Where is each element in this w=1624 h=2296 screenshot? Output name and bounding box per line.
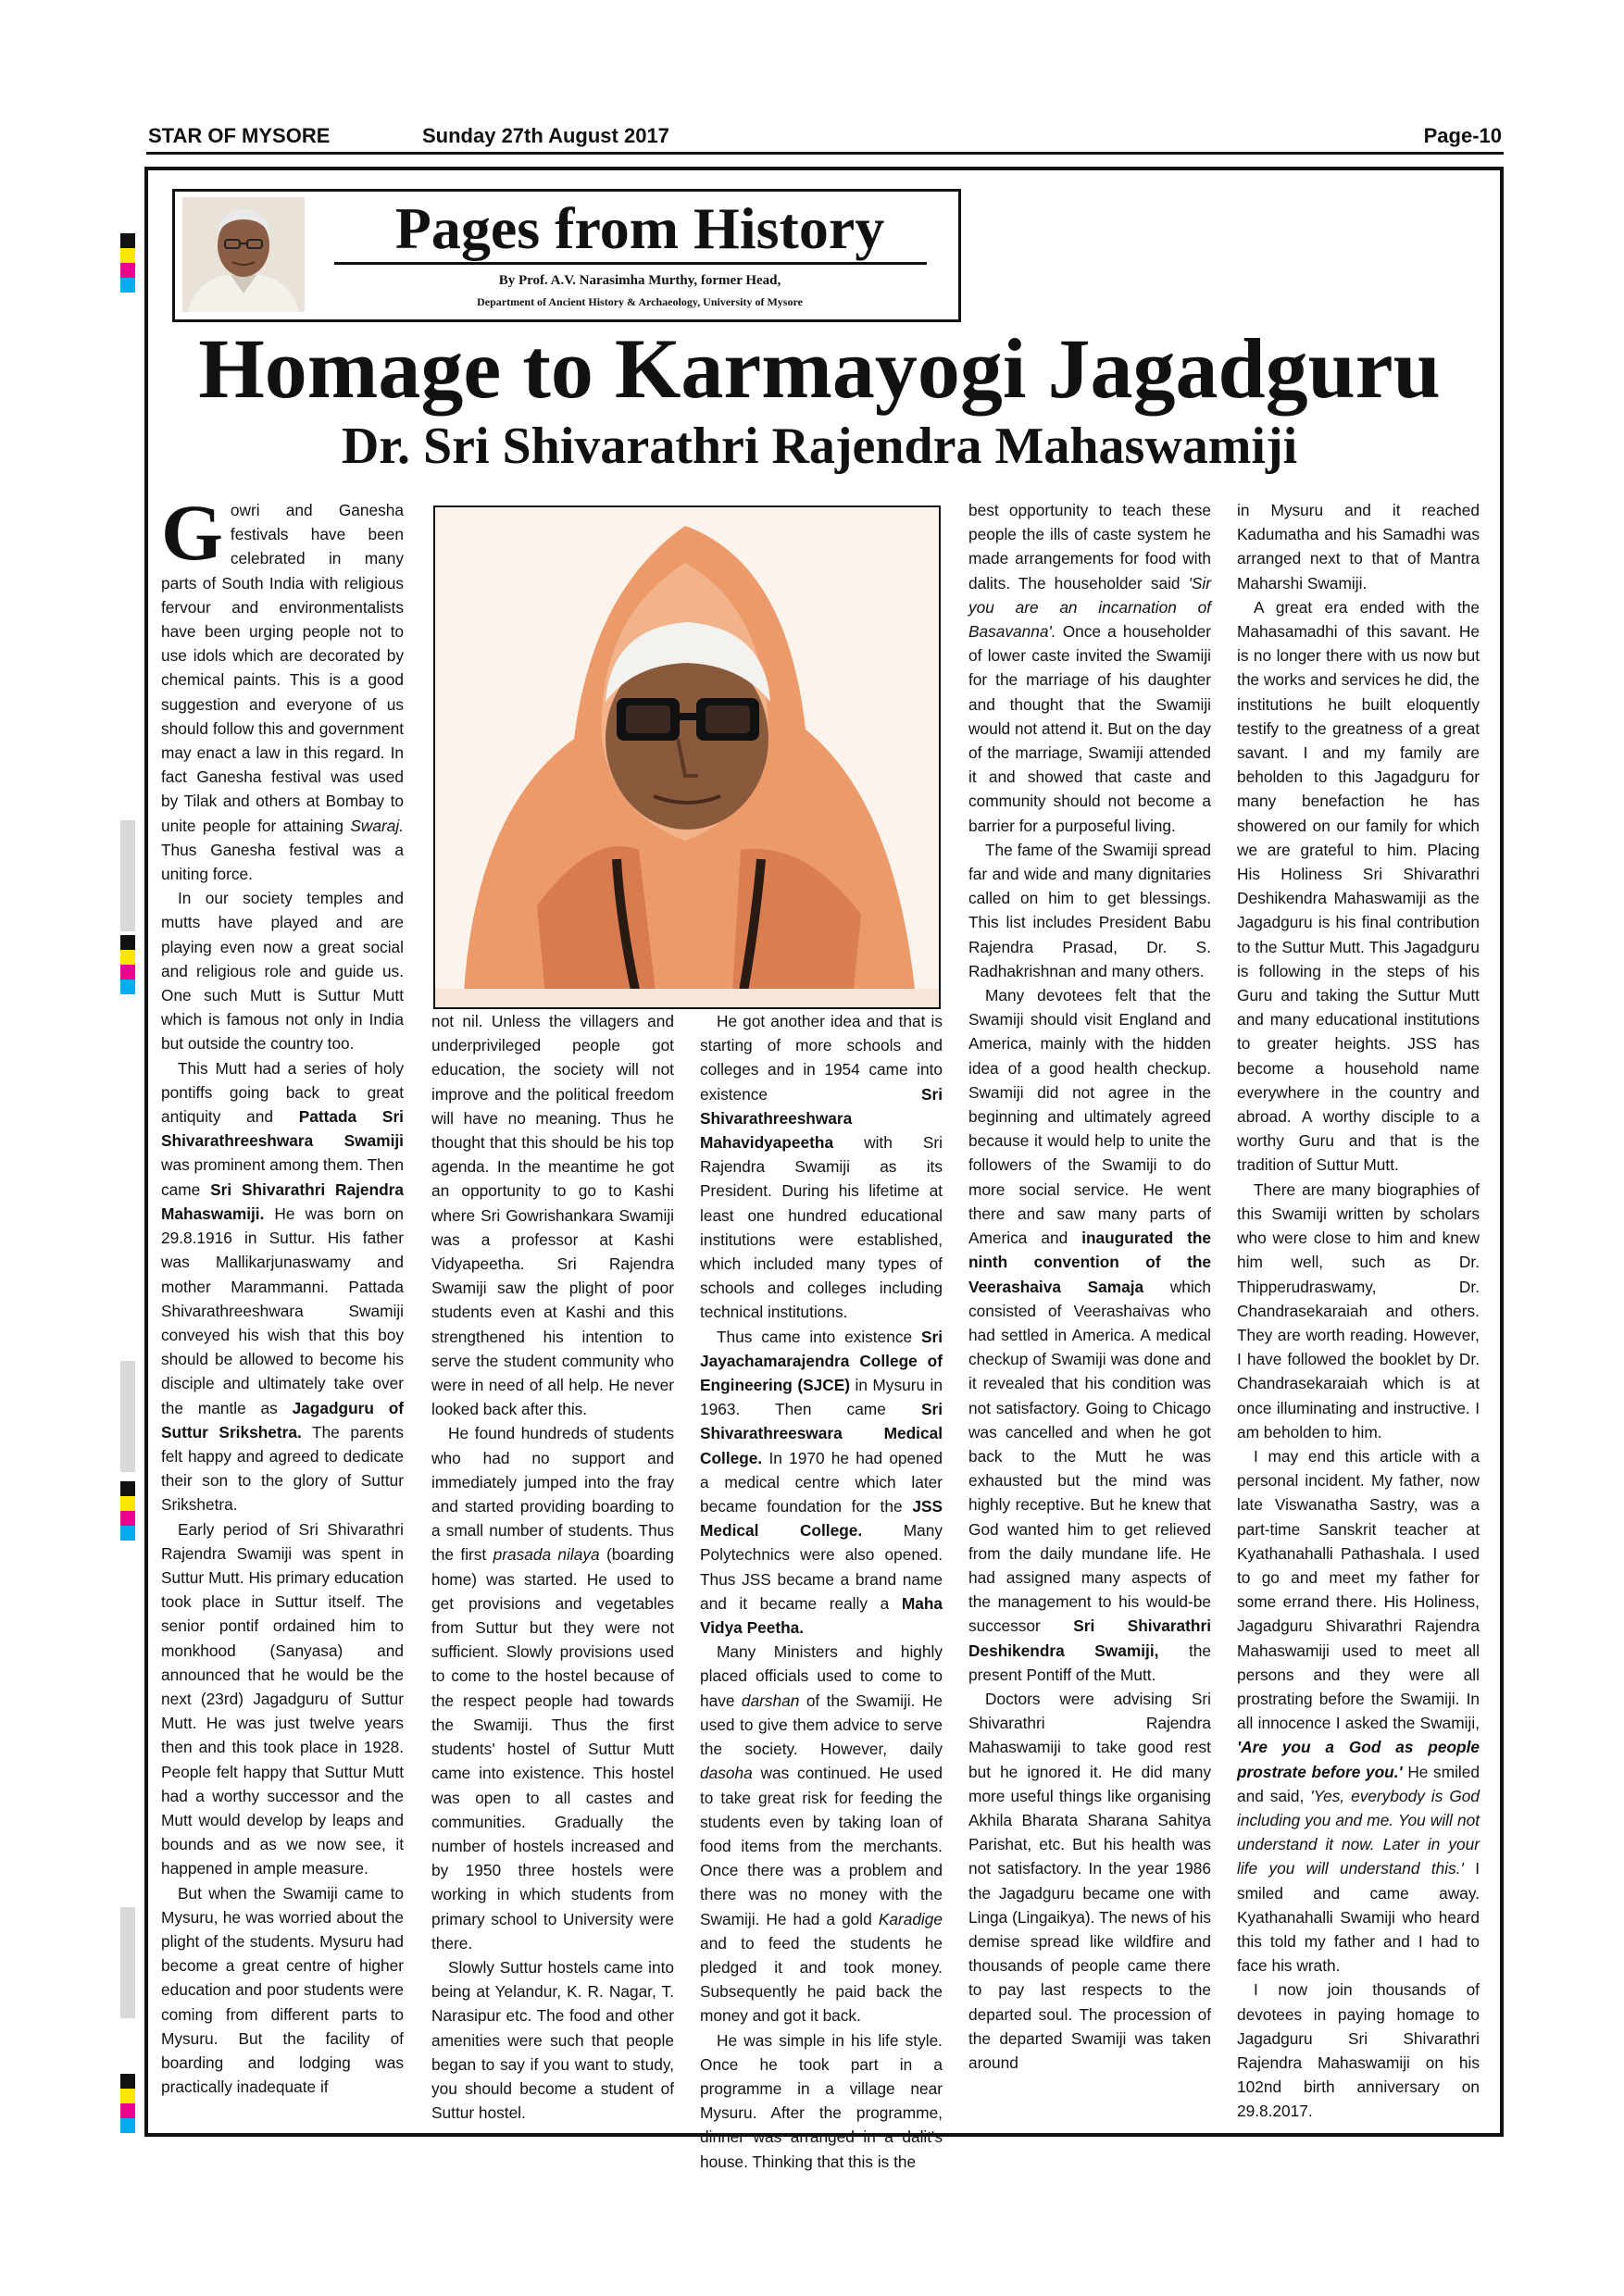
registration-marks-mid <box>120 935 135 994</box>
paragraph: Doctors were advising Sri Shivarathri Rajendra Mahaswamiji to take good rest but he ignored it. He did many more useful things like organising Akhila Bharata Sharana Sahitya Parishat, etc. But his health was not satisfactory. In the year 1986 the Jagadguru became one with Linga (Lingaikya). The news of his demise spread like wildfire and thousands of people came there to pay last respects to the departed soul. The procession of the departed Swamiji was taken around <box>968 1689 1211 2072</box>
paragraph: There are many biographies of this Swamiji written by scholars who were close to him and knew him well, such as Dr. Thipperudraswamy, Dr. Chandrasekaraiah and others. They are worth reading. However, I have followed the booklet by Dr. Chandrasekaraiah which is at once illuminating and instructive. I am beholden to him. <box>1237 1179 1480 1441</box>
registration-marks-bottom-gray <box>120 1907 135 2018</box>
paragraph: The fame of the Swamiji spread far and wide and many dignitaries called on him to get blessings. This list includes President Babu Rajendra Prasad, Dr. S. Radhakrishnan and many others. <box>968 840 1211 980</box>
paragraph: He got another idea and that is starting of more schools and colleges and in 1954 came into existence Sri Shivarathreeshwara Mahavidyapeetha with Sri Rajendra Swamiji as its President. During his lifetime at least one hundred educational institutions were established, which included many types of schools and colleges including technical institutions. <box>700 1012 943 1322</box>
paragraph: Many devotees felt that the Swamiji should visit England and America, mainly with the hidden idea of a good health checkup. Swamiji did not agree in the beginning and ultimately agreed because it would help to unite the followers of the Swamiji to do more social service. He went there and saw many parts of America and inaugurated the ninth convention of the Veerashaiva Samaja which consisted of Veerashaivas who had settled in America. A medical checkup of Swamiji was done and it revealed that his condition was not satisfactory. Going to Chicago was cancelled and when he got back to the Mutt he was exhausted but the mind was highly receptive. But he knew that God wanted him to get relieved from the daily mundane life. He had assigned many aspects of the management to his would-be successor Sri Shivarathri Deshikendra Swamiji, the present Pontiff of the Mutt. <box>968 986 1211 1684</box>
paragraph: Thus came into existence Sri Jayachamarajendra College of Engineering (SJCE) in Mysuru in 1963. Then came Sri Shivarathreeswara Medical College. In 1970 he had opened a medical centre which later became foundation for the JSS Medical College. Many Polytechnics were also opened. Thus JSS became a brand name and it became really a Maha Vidya Peetha. <box>700 1327 943 1638</box>
headline: Homage to Karmayogi Jagadguru <box>198 321 1441 416</box>
paragraph: He was simple in his life style. Once he took part in a programme in a village near Mysuru. After the programme, dinner was arranged in a dalit's house. Thinking that this is the <box>700 2030 943 2171</box>
subheadline: Dr. Sri Shivarathri Rajendra Mahaswamiji <box>341 418 1298 475</box>
paragraph: Gowri and Ganesha festivals have been celebrated in many parts of South India with religious fervour and environmentalists have been urging people not to use idols which are decorated by chemical paints. This is a good suggestion and everyone of us should follow this and government may enact a law in this regard. In fact Ganesha festival was used by Tilak and others at Bombay to unite people for attaining Swaraj. Thus Ganesha festival was a uniting force. <box>161 488 404 884</box>
paragraph: Slowly Suttur hostels came into being at Yelandur, K. R. Nagar, T. Narasipur etc. The food and other amenities were such that people began to say if you want to study, you should become a student of Suttur hostel. <box>431 1957 674 2123</box>
frame-shadow-right <box>1500 172 1504 2137</box>
title-rule <box>334 262 927 265</box>
author-department: Department of Ancient History & Archaeology, University of Mysore <box>477 295 803 308</box>
swamiji-photo <box>433 505 941 1009</box>
paragraph: I may end this article with a personal incident. My father, now late Viswanatha Sastry, was a part-time Sanskrit teacher at Kyathanahalli Pathashala. I used to go and meet my father for some errand there. His Holiness, Jagadguru Shivarathri Rajendra Mahaswamiji used to meet all persons and they were all prostrating before the Swamiji. In all innocence I asked the Swamiji, 'Are you a God as people prostrate before you.' He smiled and said, 'Yes, everybody is God including you and me. You will not understand it now. Later in your life you will understand this.' I smiled and came away. Kyathanahalli Swamiji who heard this told my father and I had to face his wrath. <box>1237 1446 1480 1976</box>
article-column-5 <box>1237 498 1480 2124</box>
paragraph: A great era ended with the Mahasamadhi of this savant. He is no longer there with us now but the works and services he did, the institutions he built eloquently testify to the greatness of a great savant. I and my family are beholden to this Jagadguru for many benefaction he has showered on our family for which we are grateful to him. Placing His Holiness Sri Shivarathri Deshikendra Mahaswamiji as the Jagadguru is his final contribution to the Suttur Mutt. This Jagadguru is following in the steps of his Guru and taking the Suttur Mutt and many educational institutions to greater heights. JSS has become a household name everywhere in the country and abroad. A worthy disciple to a worthy Guru and that is the tradition of Suttur Mutt. <box>1237 597 1480 1175</box>
paragraph: He found hundreds of students who had no support and immediately jumped into the fray and started providing boarding to a small number of students. Thus the first prasada nilaya (boarding home) was started. He used to get provisions and vegetables from Suttur but they were not sufficient. Slowly provisions used to come to the hostel because of the respect people had towards the Swamiji. Thus the first students' hostel of Suttur Mutt came into existence. This hostel was open to all castes and communities. Gradually the number of hostels increased and by 1950 three hostels were working in which students from primary school to University were there. <box>431 1424 674 1953</box>
registration-marks-bottom <box>120 2074 135 2133</box>
article-column-1 <box>161 488 405 2099</box>
registration-marks-lower <box>120 1481 135 1541</box>
author-byline: By Prof. A.V. Narasimha Murthy, former Head, <box>498 273 781 288</box>
page-header <box>146 124 1504 155</box>
paragraph: not nil. Unless the villagers and underprivileged people got education, the society will not improve and the political freedom will have no meaning. Thus he thought that this should be his top agenda. In the meantime he got an opportunity to go to Kashi where Sri Gowrishankara Swamiji was a professor at Kashi Vidyapeetha. Sri Rajendra Swamiji saw the plight of poor students even at Kashi and this strengthened his intention to serve the student community who were in need of all help. He never looked back after this. <box>431 1012 674 1419</box>
registration-marks-top <box>120 233 135 293</box>
issue-date: Sunday 27th August 2017 <box>422 124 669 147</box>
paragraph: This Mutt had a series of holy pontiffs going back to great antiquity and Pattada Sri Shivarathreeshwara Swamiji was prominent among them. Then came Sri Shivarathri Rajendra Mahaswamiji. He was born on 29.8.1916 in Suttur. His father was Mallikarjunaswamy and mother Marammanni. Pattada Shivarathreeshwara Swamiji conveyed his wish that this boy should be allowed to become his disciple and ultimately take over the mantle as Jagadguru of Suttur Srikshetra. The parents felt happy and agreed to dedicate their son to the glory of Suttur Srikshetra. <box>161 1058 405 1515</box>
article-column-4 <box>968 498 1211 2075</box>
page-number: Page-10 <box>1423 124 1502 147</box>
paragraph: Many Ministers and highly placed officials used to come to have darshan of the Swamiji. He used to give them advice to serve the society. However, daily dasoha was continued. He used to take great risk for feeding the students even by taking loan of food items from the merchants. Once there was a problem and there was no money with the Swamiji. He had a gold Karadige and to feed the students he pledged it and took money. Subsequently he paid back the money and got it back. <box>700 1642 943 2026</box>
column-masthead <box>172 189 961 322</box>
newspaper-name: STAR OF MYSORE <box>148 124 331 147</box>
registration-marks-lower-mid <box>120 1361 135 1472</box>
paragraph: in Mysuru and it reached Kadumatha and his Samadhi was arranged next to that of Mantra Maharshi Swamiji. <box>1237 501 1480 593</box>
author-photo <box>182 197 305 312</box>
column-title: Pages from History <box>394 195 885 261</box>
article-column-2 <box>431 1009 674 2125</box>
paragraph: best opportunity to teach these people the ills of caste system he made arrangements for food with dalits. The householder said 'Sir you are an incarnation of Basavanna'. Once a householder of lower caste invited the Swamiji for the marriage of his daughter and thought that the Swamiji would not attend it. But on the day of the marriage, Swamiji attended it and showed that caste and community should not become a barrier for a purposeful living. <box>968 501 1211 835</box>
registration-marks-upper-mid <box>120 820 135 931</box>
paragraph: Early period of Sri Shivarathri Rajendra Swamiji was spent in Suttur Mutt. His primary education took place in Suttur itself. The senior pontif ordained him to monkhood (Sanyasa) and announced that he would be the next (23rd) Jagadguru of Suttur Mutt. He was just twelve years then and this took place in 1928. People felt happy that Suttur Mutt had a worthy successor and the Mutt would develop by leaps and bounds and as we now see, it happened in ample measure. <box>161 1519 404 1878</box>
drop-cap: G <box>161 488 223 577</box>
paragraph: In our society temples and mutts have played and are playing even now a great social and religious role and guide us. One such Mutt is Suttur Mutt which is famous not only in India but outside the country too. <box>161 889 404 1054</box>
paragraph: But when the Swamiji came to Mysuru, he was worried about the plight of the students. Mysuru had become a great centre of higher education and poor students were coming from different parts to Mysuru. But the facility of boarding and lodging was practically inadequate if <box>161 1883 404 2097</box>
article-column-3 <box>700 1009 943 2174</box>
paragraph: I now join thousands of devotees in paying homage to Jagadguru Sri Shivarathri Rajendra Mahaswamiji on his 102nd birth anniversary on 29.8.2017. <box>1237 1980 1480 2121</box>
